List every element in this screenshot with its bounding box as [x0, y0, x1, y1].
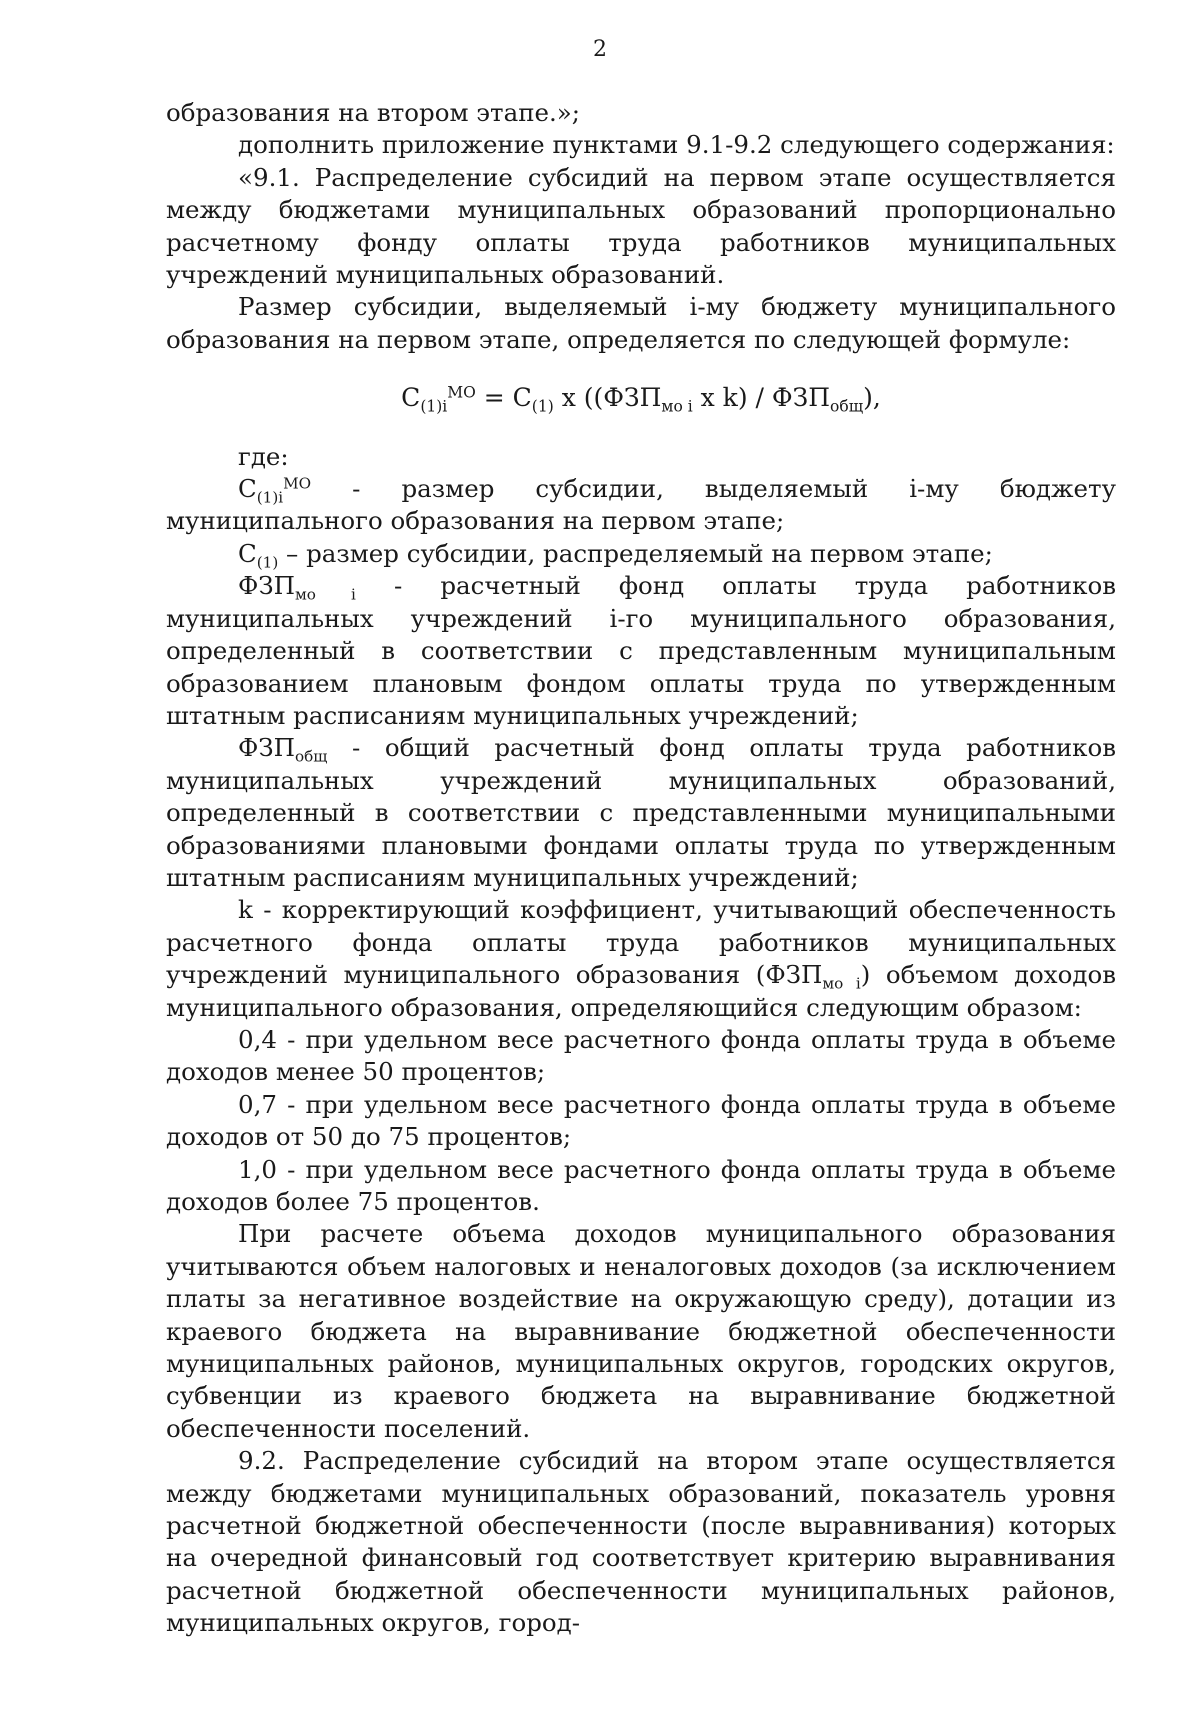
def-symbol: С [238, 474, 257, 504]
def-symbol: С [238, 538, 257, 568]
definition-k [166, 894, 1116, 1024]
def-subscript: мо i [822, 974, 861, 993]
paragraph-9-2: 9.2. Распределение субсидий на втором этапе осуществляется между бюджетами муниципальных образований, показатель уровня расчетной бюджетной обеспеченности (после выравнивания) которых на очередной финансовый год соответствует критерию выравнивания расчетной бюджетной обеспеченности муниципальных районов, муниципальных округов, город- [166, 1446, 1116, 1638]
where-label: где: [238, 441, 289, 471]
formula-end: ), [863, 383, 881, 413]
def-text: – размер субсидии, распределяемый на первом этапе; [278, 538, 993, 568]
formula-sub-obsh: общ [830, 397, 864, 416]
def-text: - размер субсидии, выделяемый i-му бюджету муниципального образования на первом этапе; [166, 474, 1116, 536]
def-text: - расчетный фонд оплаты труда работников муниципальных учреждений i-го муниципального образования, определенный в соответствии с представленным муниципальным образованием плановым фондом оплаты труда по утвержденным штатным расписаниям муниципальных учреждений; [166, 571, 1116, 730]
formula-part-1: х ((ФЗП [553, 383, 662, 413]
formula-c: С [401, 383, 421, 413]
def-symbol: ФЗП [238, 733, 295, 763]
formula-part-2: х k) / ФЗП [692, 383, 831, 413]
formula-sub-moi: мо i [661, 397, 693, 416]
definition-fzp-moi [166, 570, 1116, 732]
formula-sup-mo: МО [447, 383, 476, 402]
def-subscript: (1) [256, 553, 279, 572]
def-subscript: (1)i [256, 488, 284, 507]
k-value-0-7: 0,7 - при удельном весе расчетного фонда оплаты труда в объеме доходов от 50 до 75 процентов; [166, 1089, 1116, 1152]
definition-c1i [166, 473, 1116, 538]
def-symbol: ФЗП [238, 571, 295, 601]
formula-sub-1: (1) [531, 397, 554, 416]
paragraph-continuation: образования на втором этапе.»; [166, 98, 581, 127]
def-superscript: МО [283, 474, 312, 493]
paragraph-income-calculation: При расчете объема доходов муниципального образования учитываются объем налоговых и неналоговых доходов (за исключением платы за негативное воздействие на окружающую среду), дотации из краевого бюджета на выравнивание бюджетной обеспеченности муниципальных районов, муниципальных округов, городских округов, субвенции из краевого бюджета на выравнивание бюджетной обеспеченности поселений. [166, 1219, 1116, 1443]
def-text: - общий расчетный фонд оплаты труда работников муниципальных учреждений муниципальных образований, определенный в соответствии с представленными муниципальными образованиями плановыми фондами оплаты труда по утвержденным штатным расписаниям муниципальных учреждений; [166, 733, 1116, 892]
k-value-0-4: 0,4 - при удельном весе расчетного фонда оплаты труда в объеме доходов менее 50 процентов; [166, 1024, 1116, 1087]
page-number: 2 [593, 37, 607, 62]
k-value-1-0: 1,0 - при удельном весе расчетного фонда оплаты труда в объеме доходов более 75 процентов. [166, 1154, 1116, 1216]
definition-c1 [166, 538, 1116, 570]
formula [166, 382, 1116, 414]
document-body [166, 97, 1116, 1640]
def-subscript: мо i [294, 585, 356, 604]
def-text: ) объемом доходов муниципального образования, определяющийся следующим образом: [166, 960, 1116, 1022]
paragraph-amendment: дополнить приложение пунктами 9.1-9.2 следующего содержания: [238, 130, 1115, 160]
paragraph-9-1: «9.1. Распределение субсидий на первом этапе осуществляется между бюджетами муниципальных образований пропорционально расчетному фонду оплаты труда работников муниципальных учреждений муниципальных образований. [166, 162, 1116, 290]
def-subscript: общ [294, 747, 328, 766]
formula-eq: = С [475, 383, 532, 413]
formula-sub-1i: (1)i [420, 397, 448, 416]
paragraph-subsidy-size: Размер субсидии, выделяемый i-му бюджету муниципального образования на первом этапе, определяется по следующей формуле: [166, 292, 1116, 354]
definition-fzp-obsh [166, 732, 1116, 894]
def-text: k - корректирующий коэффициент, учитывающий обеспеченность расчетного фонда оплаты труда работников муниципальных учреждений муниципального образования (ФЗП [166, 895, 1116, 990]
